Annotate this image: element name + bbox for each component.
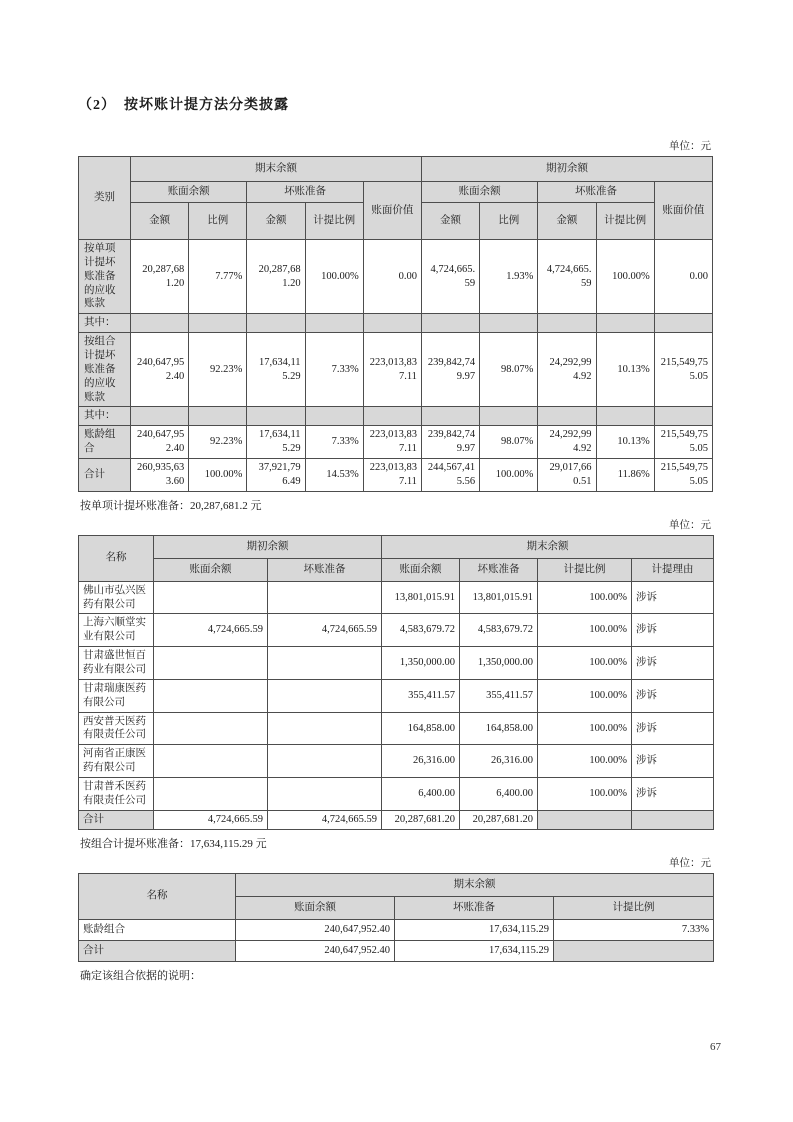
portfolio-provision-note: 按组合计提坏账准备：17,634,115.29 元 (80, 837, 267, 850)
table-row (79, 407, 713, 426)
row-label: 按单项计提坏账准备的应收账款 (79, 240, 131, 314)
table-cell: 355,411.57 (382, 679, 460, 712)
table-cell: 涉诉 (632, 778, 714, 811)
table-cell: 239,842,749.97 (421, 426, 479, 459)
table-cell: 92.23% (189, 426, 247, 459)
table-cell: 260,935,633.60 (131, 459, 189, 492)
page-number: 67 (710, 1041, 721, 1053)
row-label: 其中： (79, 314, 131, 333)
table-cell: 240,647,952.40 (131, 333, 189, 407)
table-cell: 24,292,994.92 (538, 333, 596, 407)
header-amount: 金额 (131, 203, 189, 240)
individual-provision-note: 按单项计提坏账准备：20,287,681.2 元 (80, 499, 262, 512)
table-row (79, 810, 714, 829)
row-label: 账龄组合 (79, 919, 236, 940)
table-cell: 244,567,415.56 (421, 459, 479, 492)
row-label: 上海六顺堂实业有限公司 (79, 614, 154, 647)
table-cell: 13,801,015.91 (460, 581, 538, 614)
table-row (79, 314, 713, 333)
table-cell: 100.00% (538, 581, 632, 614)
table-cell: 100.00% (538, 712, 632, 745)
table-cell: 98.07% (480, 333, 538, 407)
header-book-balance: 账面余额 (382, 558, 460, 581)
table-cell: 1.93% (480, 240, 538, 314)
table-header-row (79, 182, 713, 203)
table-cell: 20,287,681.20 (247, 240, 305, 314)
table-cell (154, 745, 268, 778)
table-cell: 100.00% (189, 459, 247, 492)
header-book-value: 账面价值 (654, 182, 712, 240)
table-cell (154, 778, 268, 811)
unit-label: 单位：元 (669, 141, 711, 152)
table-cell: 215,549,755.05 (654, 333, 712, 407)
table-cell: 215,549,755.05 (654, 426, 712, 459)
header-provision-ratio: 计提比例 (596, 203, 654, 240)
row-label: 西安普天医药有限责任公司 (79, 712, 154, 745)
table-cell (654, 314, 712, 333)
table-row (79, 647, 714, 680)
table-cell: 223,013,837.11 (363, 459, 421, 492)
table-header-row (79, 558, 714, 581)
table-cell (305, 314, 363, 333)
table-cell: 17,634,115.29 (247, 426, 305, 459)
table-cell: 4,724,665.59 (268, 810, 382, 829)
table-cell: 4,724,665.59 (154, 810, 268, 829)
table-cell: 6,400.00 (382, 778, 460, 811)
table-cell: 239,842,749.97 (421, 333, 479, 407)
table-cell: 4,583,679.72 (460, 614, 538, 647)
row-label: 河南省正康医药有限公司 (79, 745, 154, 778)
portfolio-provision-table (78, 873, 714, 962)
table-cell: 20,287,681.20 (382, 810, 460, 829)
row-label: 甘肃盛世恒百药业有限公司 (79, 647, 154, 680)
table-cell: 100.00% (538, 647, 632, 680)
table-cell: 7.33% (554, 919, 714, 940)
header-bad-debt-provision: 坏账准备 (268, 558, 382, 581)
table-cell (268, 647, 382, 680)
table-cell (480, 407, 538, 426)
table-cell: 240,647,952.40 (236, 919, 395, 940)
table-cell: 0.00 (654, 240, 712, 314)
table-header-row (79, 873, 714, 896)
header-book-balance: 账面余额 (236, 896, 395, 919)
table-cell: 240,647,952.40 (131, 426, 189, 459)
table-cell: 100.00% (596, 240, 654, 314)
row-label: 合计 (79, 459, 131, 492)
header-period-end: 期末余额 (236, 873, 714, 896)
table-cell: 355,411.57 (460, 679, 538, 712)
table-cell: 26,316.00 (460, 745, 538, 778)
header-amount: 金额 (421, 203, 479, 240)
table-cell: 4,724,665.59 (154, 614, 268, 647)
row-label: 合计 (79, 810, 154, 829)
table-cell (131, 314, 189, 333)
table-cell: 4,724,665.59 (538, 240, 596, 314)
table-cell (189, 314, 247, 333)
table-cell: 20,287,681.20 (131, 240, 189, 314)
table-cell: 100.00% (480, 459, 538, 492)
table-row (79, 919, 714, 940)
header-name: 名称 (79, 873, 236, 919)
table-cell (268, 581, 382, 614)
table-cell (154, 647, 268, 680)
table-cell: 涉诉 (632, 712, 714, 745)
table-cell: 24,292,994.92 (538, 426, 596, 459)
table-row (79, 778, 714, 811)
header-category: 类别 (79, 157, 131, 240)
table-cell: 0.00 (363, 240, 421, 314)
table-row (79, 614, 714, 647)
header-bad-debt-provision: 坏账准备 (538, 182, 654, 203)
table-cell: 涉诉 (632, 745, 714, 778)
bad-debt-method-table (78, 156, 713, 492)
table-cell: 100.00% (538, 614, 632, 647)
header-book-balance: 账面余额 (154, 558, 268, 581)
table-cell: 涉诉 (632, 581, 714, 614)
header-bad-debt-provision: 坏账准备 (460, 558, 538, 581)
table-cell: 29,017,660.51 (538, 459, 596, 492)
row-label: 其中： (79, 407, 131, 426)
table-cell: 4,583,679.72 (382, 614, 460, 647)
table-cell: 4,724,665.59 (268, 614, 382, 647)
table-cell: 6,400.00 (460, 778, 538, 811)
individual-provision-table (78, 535, 714, 830)
header-ratio: 比例 (189, 203, 247, 240)
table-cell (131, 407, 189, 426)
table-cell: 37,921,796.49 (247, 459, 305, 492)
header-amount: 金额 (247, 203, 305, 240)
table-cell: 7.77% (189, 240, 247, 314)
header-provision-ratio: 计提比例 (554, 896, 714, 919)
header-provision-ratio: 计提比例 (538, 558, 632, 581)
table-cell (268, 778, 382, 811)
table-row (79, 581, 714, 614)
table-cell: 17,634,115.29 (395, 919, 554, 940)
table-cell (538, 314, 596, 333)
table-cell: 100.00% (538, 679, 632, 712)
header-bad-debt-provision: 坏账准备 (395, 896, 554, 919)
table-row (79, 240, 713, 314)
row-label: 甘肃普禾医药有限责任公司 (79, 778, 154, 811)
table-cell: 98.07% (480, 426, 538, 459)
table-cell: 11.86% (596, 459, 654, 492)
table-cell (632, 810, 714, 829)
table-cell: 17,634,115.29 (247, 333, 305, 407)
table-cell: 10.13% (596, 333, 654, 407)
header-period-begin: 期初余额 (154, 535, 382, 558)
section-title: （2） 按坏账计提方法分类披露 (78, 98, 289, 113)
table-cell (247, 407, 305, 426)
table-cell (421, 407, 479, 426)
table-cell (554, 940, 714, 961)
table-cell (538, 407, 596, 426)
table-row (79, 426, 713, 459)
table-cell: 7.33% (305, 333, 363, 407)
table-cell: 240,647,952.40 (236, 940, 395, 961)
table-header-row (79, 157, 713, 182)
table-row (79, 459, 713, 492)
header-name: 名称 (79, 535, 154, 581)
table-row (79, 745, 714, 778)
table-cell (189, 407, 247, 426)
table-row (79, 940, 714, 961)
table-cell (154, 581, 268, 614)
header-ratio: 比例 (480, 203, 538, 240)
header-book-balance: 账面余额 (421, 182, 537, 203)
table-cell (363, 314, 421, 333)
table-cell: 100.00% (305, 240, 363, 314)
table-cell: 涉诉 (632, 614, 714, 647)
table-cell: 223,013,837.11 (363, 426, 421, 459)
table-cell (654, 407, 712, 426)
header-book-value: 账面价值 (363, 182, 421, 240)
row-label: 按组合计提坏账准备的应收账款 (79, 333, 131, 407)
header-book-balance: 账面余额 (131, 182, 247, 203)
table-cell (154, 679, 268, 712)
portfolio-basis-note: 确定该组合依据的说明： (80, 969, 201, 982)
row-label: 账龄组合 (79, 426, 131, 459)
table-cell (480, 314, 538, 333)
table-cell (596, 314, 654, 333)
table-cell (154, 712, 268, 745)
table-cell: 14.53% (305, 459, 363, 492)
table-cell (268, 679, 382, 712)
row-label: 甘肃瑞康医药有限公司 (79, 679, 154, 712)
table-cell: 26,316.00 (382, 745, 460, 778)
table-cell: 215,549,755.05 (654, 459, 712, 492)
table-cell (596, 407, 654, 426)
table-cell (268, 712, 382, 745)
row-label: 合计 (79, 940, 236, 961)
table-cell (247, 314, 305, 333)
table-cell (363, 407, 421, 426)
table-cell: 100.00% (538, 778, 632, 811)
table-cell: 涉诉 (632, 647, 714, 680)
table-cell (305, 407, 363, 426)
table-row (79, 333, 713, 407)
table-cell: 4,724,665.59 (421, 240, 479, 314)
table-cell: 10.13% (596, 426, 654, 459)
table-cell (421, 314, 479, 333)
table-cell: 1,350,000.00 (382, 647, 460, 680)
table-cell: 7.33% (305, 426, 363, 459)
table-cell: 92.23% (189, 333, 247, 407)
row-label: 佛山市弘兴医药有限公司 (79, 581, 154, 614)
table-cell: 164,858.00 (460, 712, 538, 745)
page-content (78, 94, 713, 985)
table-row (79, 712, 714, 745)
header-provision-reason: 计提理由 (632, 558, 714, 581)
table-cell (538, 810, 632, 829)
header-period-end: 期末余额 (382, 535, 714, 558)
header-amount: 金额 (538, 203, 596, 240)
table-cell: 20,287,681.20 (460, 810, 538, 829)
table-row (79, 679, 714, 712)
header-period-end: 期末余额 (131, 157, 422, 182)
table-cell (268, 745, 382, 778)
header-period-begin: 期初余额 (421, 157, 712, 182)
table-cell: 100.00% (538, 745, 632, 778)
header-provision-ratio: 计提比例 (305, 203, 363, 240)
unit-label: 单位：元 (669, 519, 711, 531)
unit-label: 单位：元 (669, 857, 711, 869)
table-cell: 涉诉 (632, 679, 714, 712)
table-cell: 164,858.00 (382, 712, 460, 745)
table-cell: 223,013,837.11 (363, 333, 421, 407)
table-cell: 13,801,015.91 (382, 581, 460, 614)
table-cell: 1,350,000.00 (460, 647, 538, 680)
table-header-row (79, 535, 714, 558)
header-bad-debt-provision: 坏账准备 (247, 182, 363, 203)
table-cell: 17,634,115.29 (395, 940, 554, 961)
